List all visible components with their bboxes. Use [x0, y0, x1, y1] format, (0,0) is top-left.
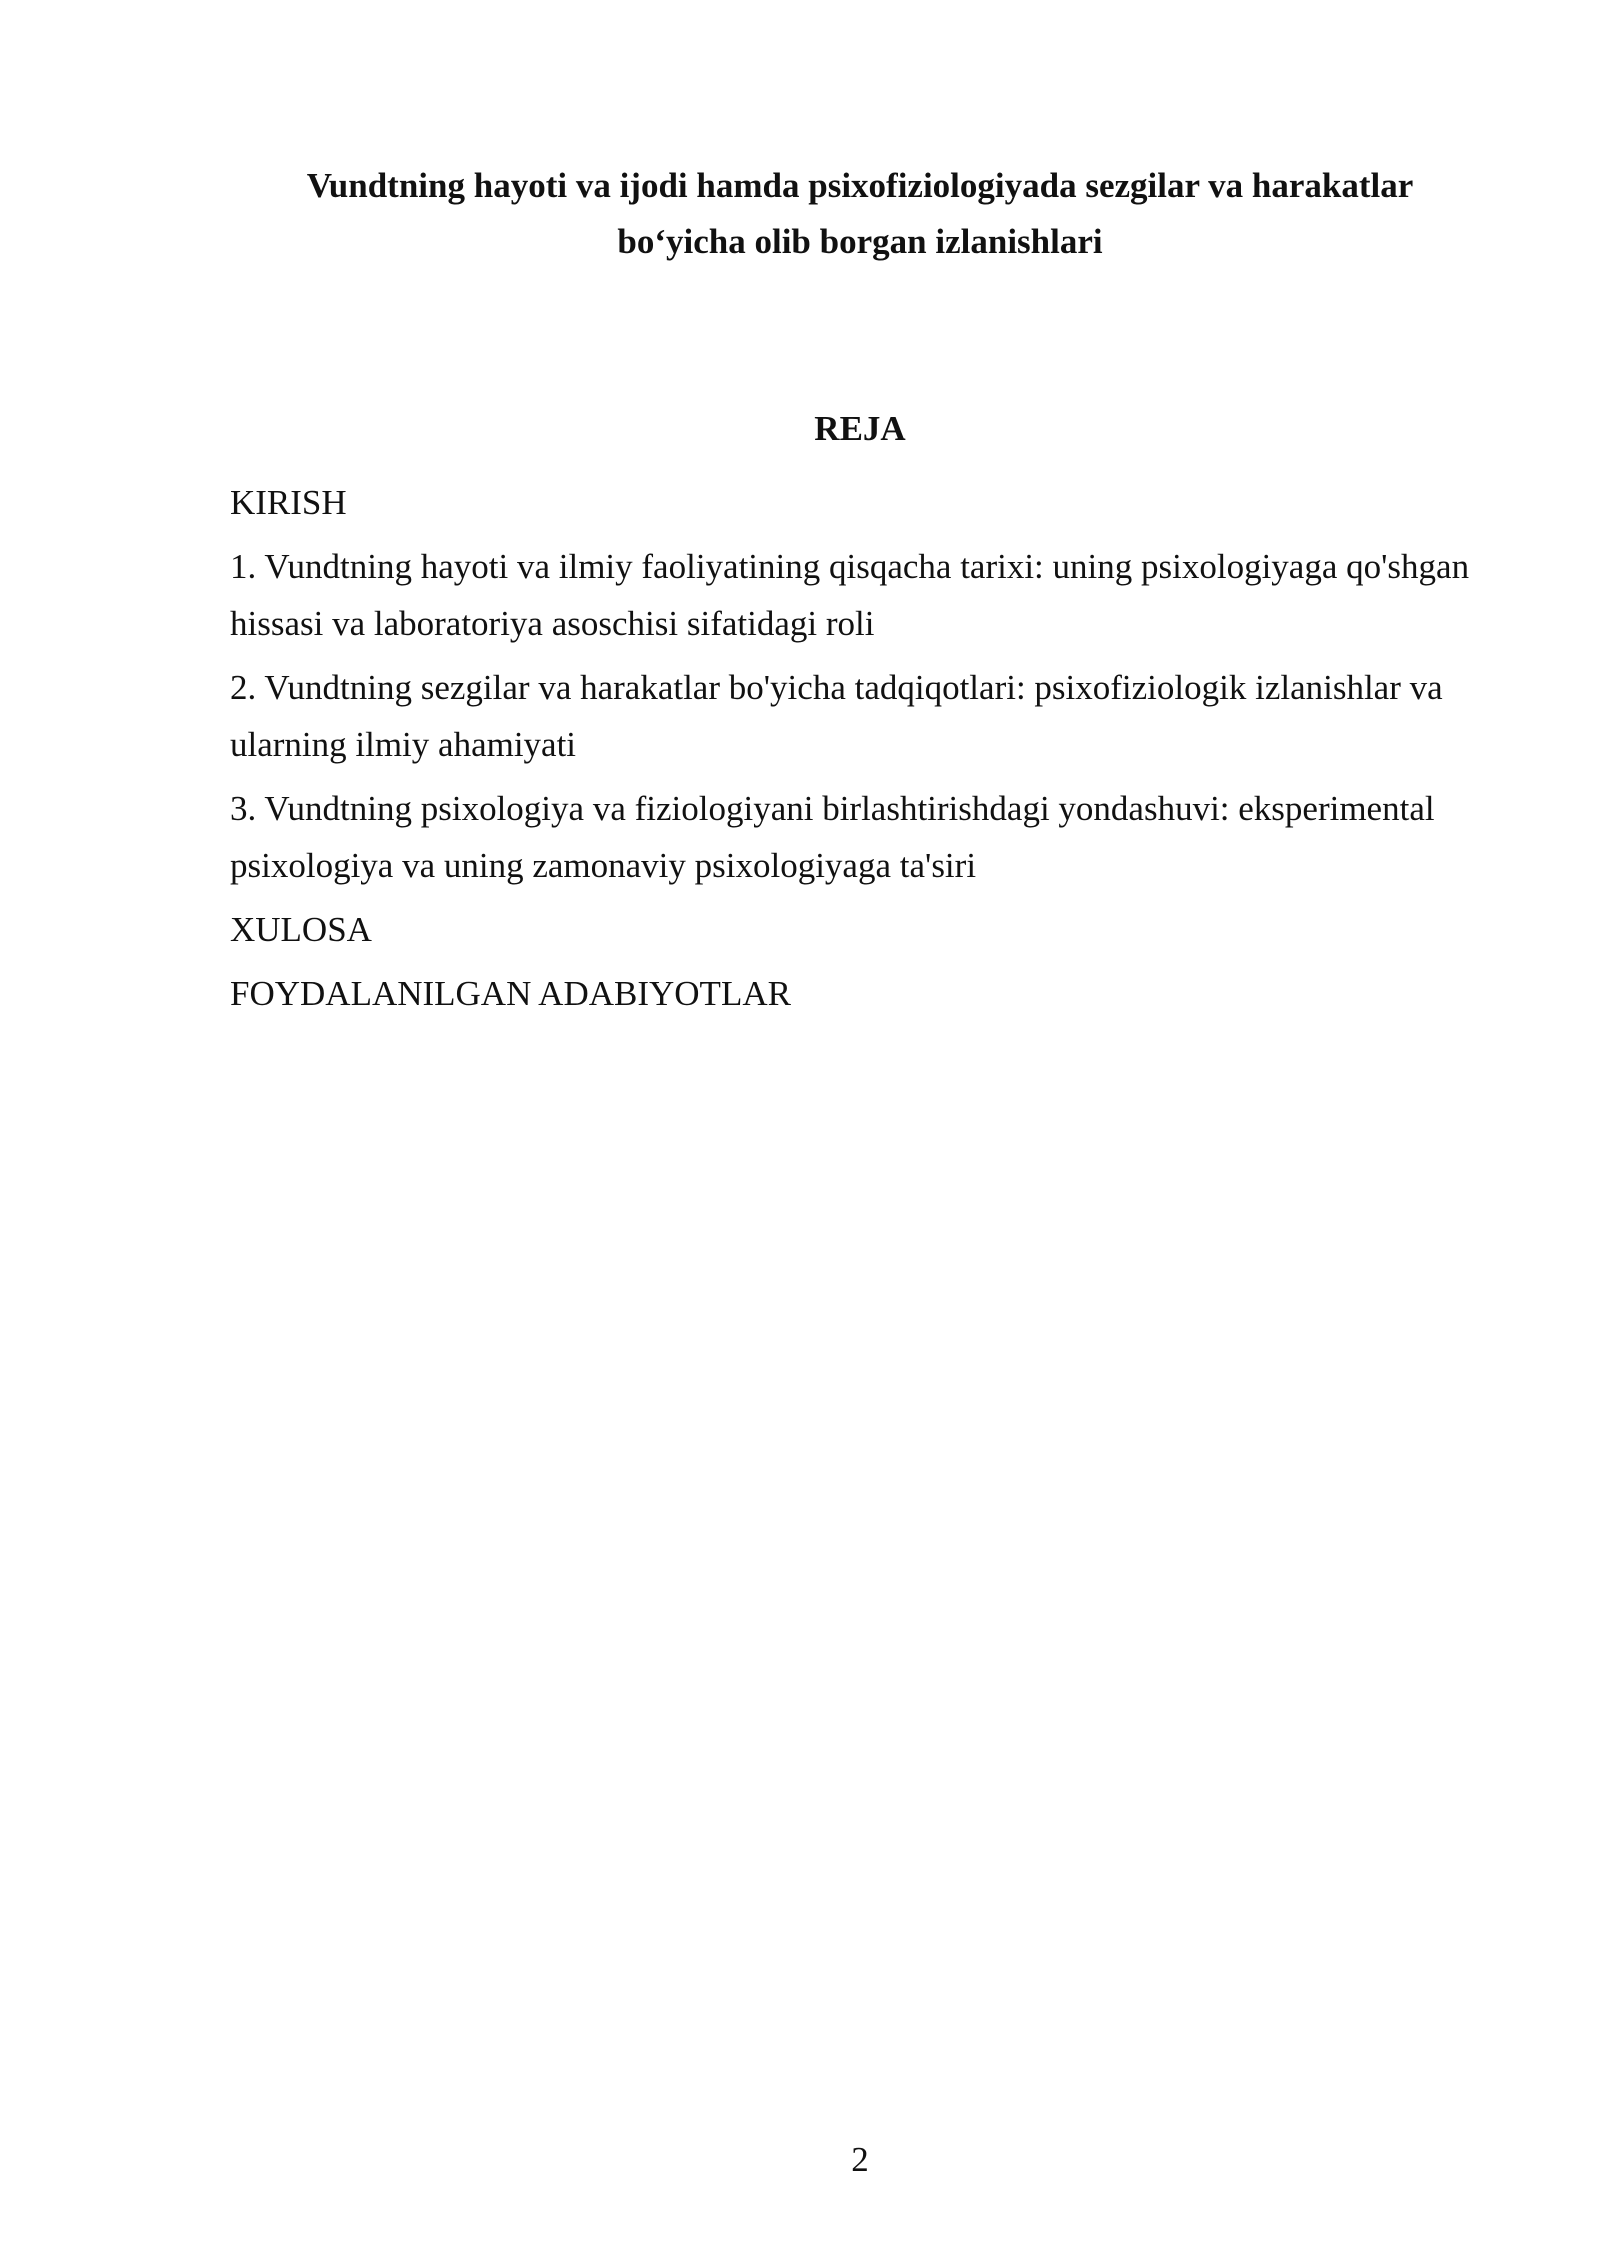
toc-item-3: 3. Vundtning psixologiya va fiziologiyani birlashtirishdagi yondashuvi: eksperimental psixologiya va uning zamonaviy psixologiyaga ta'siri — [230, 789, 1435, 885]
page-number: 2 — [851, 2140, 869, 2179]
toc-item-introduction: KIRISH — [230, 483, 347, 522]
plan-heading: REJA — [814, 409, 906, 448]
toc-item-2: 2. Vundtning sezgilar va harakatlar bo'yicha tadqiqotlari: psixofiziologik izlanishlar va ularning ilmiy ahamiyati — [230, 668, 1443, 764]
toc-item-1: 1. Vundtning hayoti va ilmiy faoliyatining qisqacha tarixi: uning psixologiyaga qo'shgan hissasi va laboratoriya asoschisi sifatidagi roli — [230, 547, 1470, 643]
toc-item-references: FOYDALANILGAN ADABIYOTLAR — [230, 974, 791, 1013]
document-title — [230, 158, 1490, 270]
toc-item-conclusion: XULOSA — [230, 910, 372, 949]
document-title-line-1: Vundtning hayoti va ijodi hamda psixofiziologiyada sezgilar va harakatlar — [306, 166, 1414, 205]
table-of-contents — [230, 474, 1490, 1029]
document-title-line-2: bo‘yicha olib borgan izlanishlari — [617, 222, 1103, 261]
